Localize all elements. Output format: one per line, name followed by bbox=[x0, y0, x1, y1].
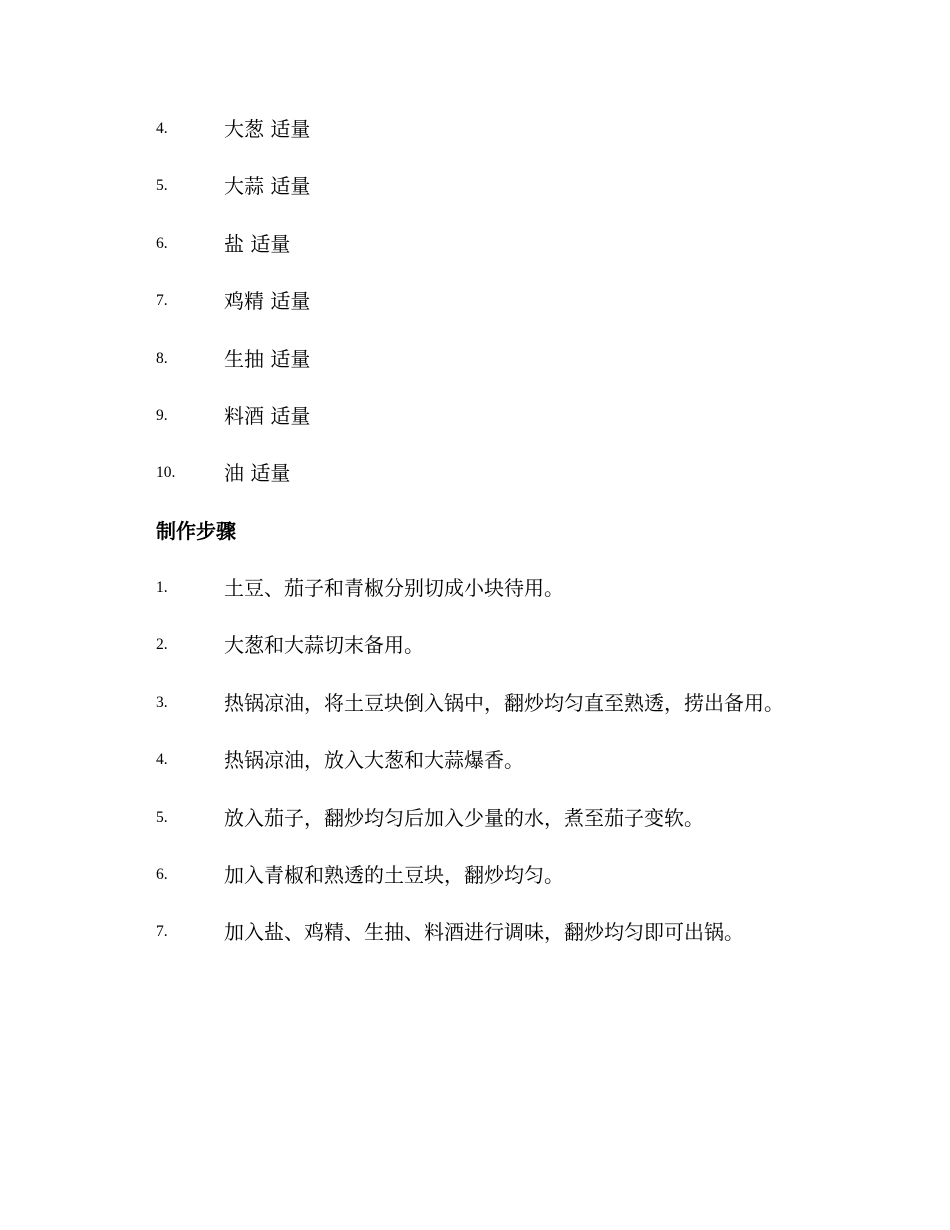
item-text: 大蒜 适量 bbox=[224, 174, 311, 199]
item-text: 土豆、茄子和青椒分别切成小块待用。 bbox=[224, 576, 564, 600]
item-text: 放入茄子，翻炒均匀后加入少量的水，煮至茄子变软。 bbox=[224, 805, 704, 830]
item-number: 2. bbox=[156, 636, 168, 654]
item-number: 9. bbox=[156, 406, 168, 424]
item-number: 5. bbox=[156, 177, 168, 195]
item-text: 大葱 适量 bbox=[224, 117, 311, 141]
item-text: 热锅凉油，将土豆块倒入锅中，翻炒均匀直至熟透，捞出备用。 bbox=[224, 690, 784, 715]
item-number: 8. bbox=[156, 349, 168, 367]
item-text: 加入青椒和熟透的土豆块，翻炒均匀。 bbox=[224, 862, 564, 887]
item-text: 鸡精 适量 bbox=[224, 289, 311, 314]
item-number: 5. bbox=[156, 808, 168, 826]
item-text: 料酒 适量 bbox=[224, 403, 311, 428]
item-number: 7. bbox=[156, 923, 168, 941]
item-number: 10. bbox=[156, 464, 176, 482]
item-number: 1. bbox=[156, 579, 168, 596]
item-number: 4. bbox=[156, 120, 168, 137]
item-number: 4. bbox=[156, 751, 168, 769]
item-text: 热锅凉油，放入大葱和大蒜爆香。 bbox=[224, 748, 524, 773]
steps-heading: 制作步骤 bbox=[156, 519, 236, 543]
item-number: 6. bbox=[156, 234, 168, 252]
item-text: 大葱和大蒜切末备用。 bbox=[224, 633, 424, 658]
item-text: 生抽 适量 bbox=[224, 346, 311, 371]
item-number: 7. bbox=[156, 292, 168, 310]
item-text: 盐 适量 bbox=[224, 231, 291, 256]
item-text: 加入盐、鸡精、生抽、料酒进行调味，翻炒均匀即可出锅。 bbox=[224, 920, 744, 945]
item-text: 油 适量 bbox=[224, 461, 291, 486]
item-number: 3. bbox=[156, 693, 168, 711]
item-number: 6. bbox=[156, 865, 168, 883]
